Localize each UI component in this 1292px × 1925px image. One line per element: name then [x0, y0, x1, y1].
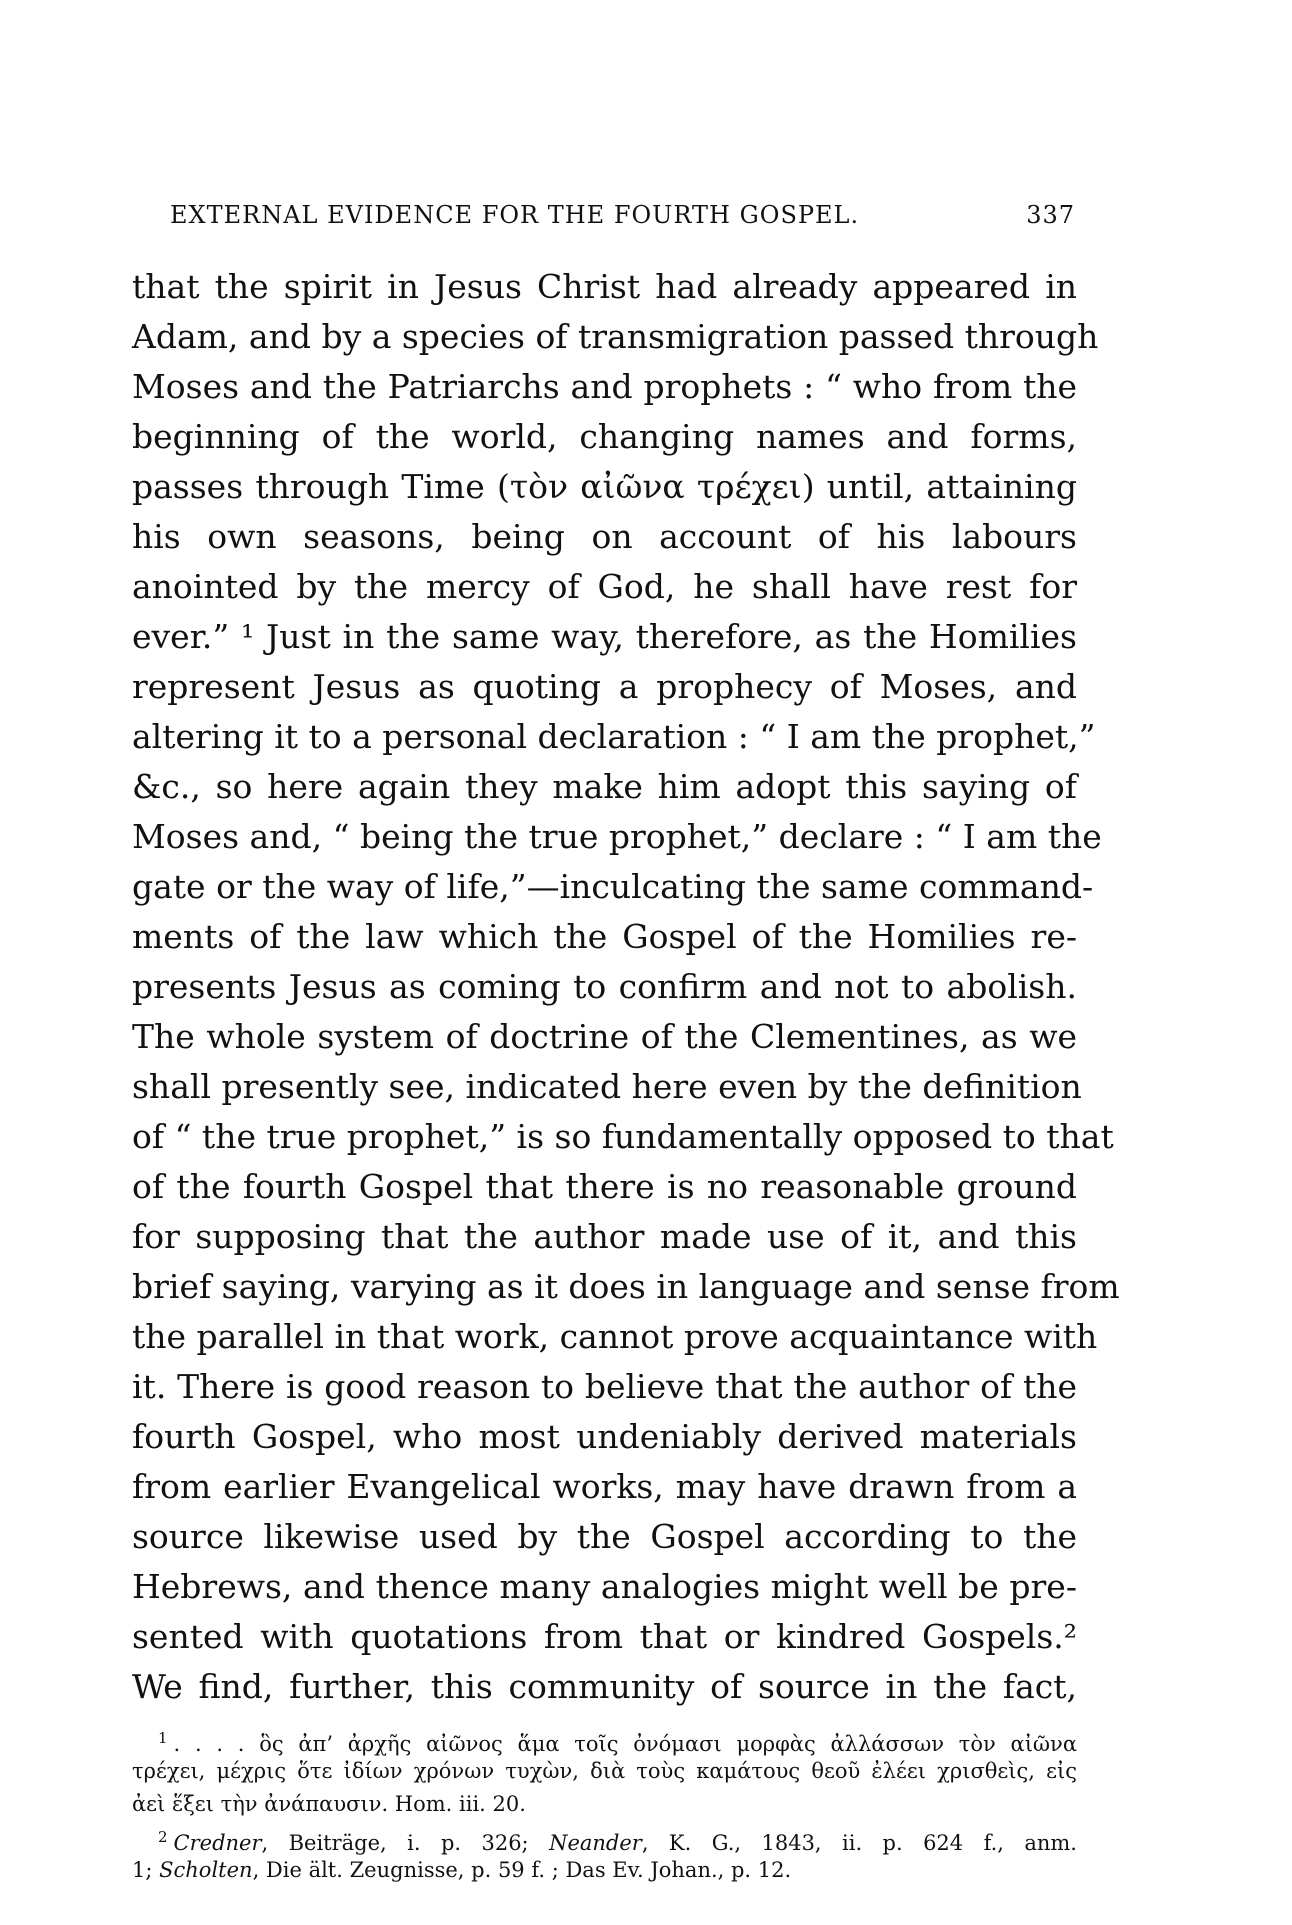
footnote-1-continued: τρέχει, μέχρις ὅτε ἰδίων χρόνων τυχὼν, διὰ τοὺς καμάτους θεοῦ ἐλέει χρισθεὶς, εἰς — [132, 1759, 1077, 1783]
text-line: from earlier Evangelical works, may have drawn from a — [132, 1467, 1077, 1506]
body-text — [132, 262, 1120, 1712]
running-head-title: EXTERNAL EVIDENCE FOR THE FOURTH GOSPEL. — [170, 201, 860, 229]
footnote-text: , Die ält. Zeugnisse, p. 59 f. ; Das Ev. Johan., p. 12. — [252, 1858, 792, 1882]
footnote-2 — [132, 1821, 1077, 1854]
text-line: ever.” ¹ Just in the same way, therefore, as the Homilies — [132, 617, 1077, 656]
text-line: shall presently see, indicated here even by the definition — [132, 1067, 1082, 1106]
text-line: of “ the true prophet,” is so fundamentally opposed to that — [132, 1117, 1114, 1156]
footnote-marker: 1 — [158, 1729, 168, 1747]
text-line: altering it to a personal declaration : “ I am the prophet,” — [132, 717, 1096, 756]
text-line: gate or the way of life,”—inculcating the same command- — [132, 867, 1094, 906]
text-line: that the spirit in Jesus Christ had already appeared in — [132, 267, 1077, 306]
text-line: sented with quotations from that or kindred Gospels.² — [132, 1617, 1077, 1656]
text-line: Adam, and by a species of transmigration passed through — [132, 317, 1099, 356]
footnote-text: , Beiträge, i. p. 326; — [261, 1831, 529, 1855]
text-line: anointed by the mercy of God, he shall have rest for — [132, 567, 1077, 606]
text-line: of the fourth Gospel that there is no reasonable ground — [132, 1167, 1077, 1206]
text-line: &c., so here again they make him adopt this saying of — [132, 767, 1077, 806]
text-line: his own seasons, being on account of his labours — [132, 517, 1077, 556]
footnote-1-continued: ἀεὶ ἕξει τὴν ἀνάπαυσιν. Hom. iii. 20. — [132, 1792, 526, 1816]
text-line: The whole system of doctrine of the Clementines, as we — [132, 1017, 1077, 1056]
text-line: fourth Gospel, who most undeniably derived materials — [132, 1417, 1077, 1456]
footnote-2-continued — [132, 1854, 1077, 1887]
footnotes — [132, 1722, 1077, 1887]
footnote-author: Scholten — [159, 1858, 253, 1882]
text-line: represent Jesus as quoting a prophecy of Moses, and — [132, 667, 1077, 706]
footnote-text: . . . . ὃς ἀπ’ ἀρχῆς αἰῶνος ἅμα τοῖς ὀνόμασι μορφὰς ἀλλάσσων τὸν αἰῶνα — [173, 1732, 1077, 1756]
footnote-text: , K. G., 1843, ii. p. 624 f., anm. — [641, 1831, 1077, 1855]
text-line: for supposing that the author made use of it, and this — [132, 1217, 1077, 1256]
text-line: passes through Time (τὸν αἰῶνα τρέχει) until, attaining — [132, 467, 1077, 506]
text-line: Moses and, “ being the true prophet,” declare : “ I am the — [132, 817, 1102, 856]
footnote-text: 1; — [132, 1858, 153, 1882]
text-line: Moses and the Patriarchs and prophets : “ who from the — [132, 367, 1077, 406]
text-line: ments of the law which the Gospel of the Homilies re- — [132, 917, 1077, 956]
page-number: 337 — [1026, 201, 1075, 229]
footnote-marker: 2 — [158, 1828, 168, 1846]
text-line: the parallel in that work, cannot prove acquaintance with — [132, 1317, 1098, 1356]
running-head — [170, 200, 1075, 230]
text-line: We find, further, this community of source in the fact, — [132, 1667, 1077, 1706]
text-line: presents Jesus as coming to confirm and not to abolish. — [132, 967, 1077, 1006]
text-line: brief saying, varying as it does in language and sense from — [132, 1267, 1120, 1306]
text-line: it. There is good reason to believe that the author of the — [132, 1367, 1077, 1406]
text-line: Hebrews, and thence many analogies might well be pre- — [132, 1567, 1077, 1606]
text-line: source likewise used by the Gospel according to the — [132, 1517, 1077, 1556]
footnote-1 — [132, 1722, 1077, 1755]
footnote-author: Credner — [173, 1831, 262, 1855]
text-line: beginning of the world, changing names and forms, — [132, 417, 1077, 456]
footnote-author: Neander — [549, 1831, 642, 1855]
